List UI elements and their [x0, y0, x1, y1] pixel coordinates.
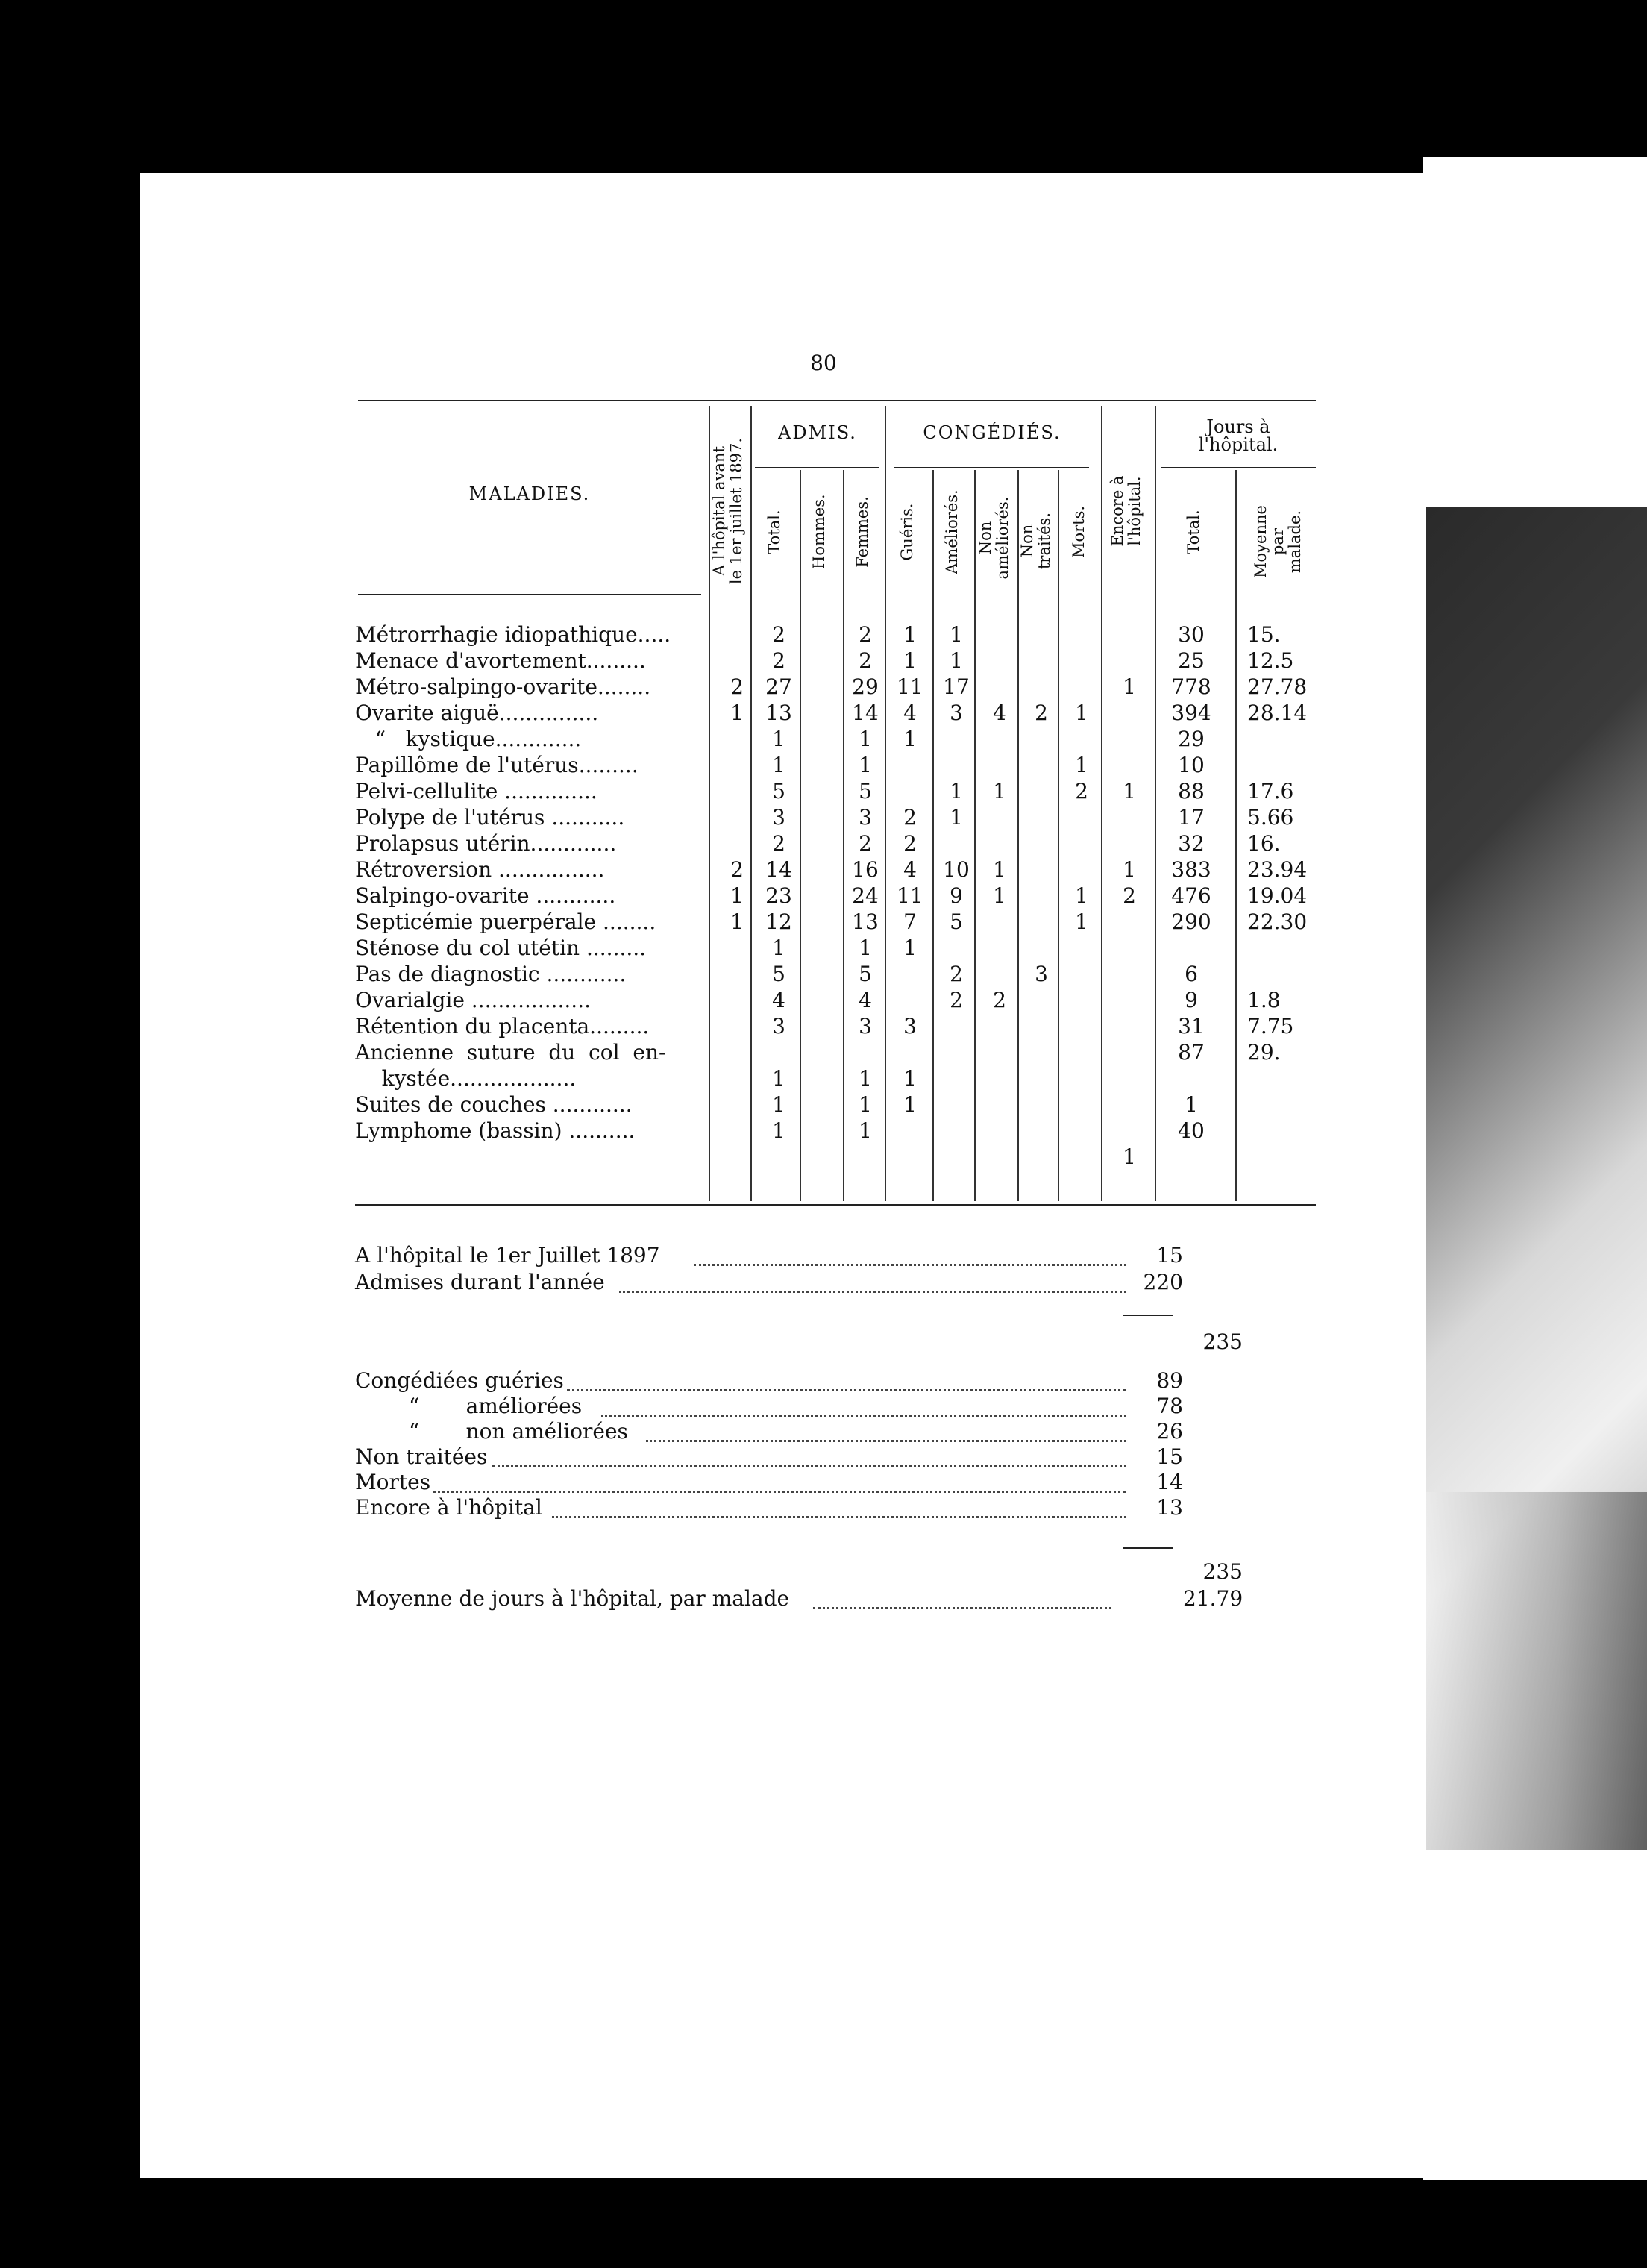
disease-name: Septicémie puerpérale ........ [355, 909, 656, 934]
leader-dots [646, 1440, 1126, 1442]
cell-ameliores: 5 [950, 909, 963, 934]
cell-gueris: 1 [903, 936, 917, 960]
cell-ameliores: 10 [943, 857, 970, 882]
table-row [355, 1066, 1325, 1091]
cell-jours: 9 [1185, 988, 1198, 1012]
sum-rule [1123, 1315, 1173, 1316]
cell-encore: 1 [1123, 779, 1136, 803]
cell-moyenne: 29. [1247, 1040, 1281, 1065]
disease-name: Salpingo-ovarite ............ [355, 883, 616, 908]
cell-encore: 1 [1123, 674, 1136, 699]
disease-name: Suites de couches ............ [355, 1092, 633, 1117]
cell-total: 14 [765, 857, 792, 882]
cell-gueris: 4 [903, 857, 917, 882]
table-row [355, 857, 1325, 883]
cell-femmes: 4 [859, 988, 872, 1012]
cell-femmes: 16 [852, 857, 879, 882]
table-top-rule [358, 400, 1316, 401]
summary-encore: Encore à l'hôpital 13 [355, 1495, 1183, 1520]
cell-gueris: 7 [903, 909, 917, 934]
cell-total: 27 [765, 674, 792, 699]
cell-gueris: 3 [903, 1014, 917, 1039]
cell-jours: 30 [1178, 622, 1205, 647]
disease-name: Pelvi-cellulite .............. [355, 779, 597, 803]
header-non-traites: Non traités. [1018, 512, 1053, 570]
leader-dots [813, 1607, 1111, 1609]
cell-jours: 290 [1171, 909, 1211, 934]
cell-jours: 25 [1178, 648, 1205, 673]
header-moyenne: Moyenne par malade. [1252, 505, 1304, 578]
cell-jours: 88 [1178, 779, 1205, 803]
cell-femmes: 2 [859, 622, 872, 647]
table-row [355, 988, 1325, 1013]
cell-ameliores: 1 [950, 622, 963, 647]
cell-total: 3 [772, 1014, 785, 1039]
cell-jours: 778 [1171, 674, 1211, 699]
cell-moyenne: 12.5 [1247, 648, 1294, 673]
header-admis-total: Total. [765, 510, 783, 554]
document-page [140, 173, 1423, 2178]
cell-femmes: 1 [859, 1118, 872, 1143]
disease-name: Sténose du col utétin ......... [355, 936, 647, 960]
cell-total: 5 [772, 779, 785, 803]
cell-femmes: 13 [852, 909, 879, 934]
cell-total: 1 [772, 727, 785, 751]
disease-name: Ovarialgie .................. [355, 988, 592, 1012]
cell-femmes: 1 [859, 936, 872, 960]
summary-mortes: Mortes 14 [355, 1470, 1183, 1494]
cell-moyenne: 27.78 [1247, 674, 1308, 699]
cell-moyenne: 7.75 [1247, 1014, 1294, 1039]
cell-femmes: 5 [859, 779, 872, 803]
cell-moyenne: 19.04 [1247, 883, 1308, 908]
disease-name: Papillôme de l'utérus......... [355, 753, 639, 777]
header-femmes: Femmes. [853, 496, 871, 568]
cell-total: 13 [765, 701, 792, 725]
cell-femmes: 3 [859, 805, 872, 830]
disease-name: Pas de diagnostic ............ [355, 962, 627, 986]
header-jours: Jours à l'hôpital. [1198, 416, 1279, 455]
disease-name: “ kystique............. [355, 727, 582, 751]
cell-avant: 2 [730, 674, 744, 699]
table-row [355, 674, 1325, 700]
cell-gueris: 11 [897, 883, 923, 908]
cell-gueris: 1 [903, 1092, 917, 1117]
cell-jours: 383 [1171, 857, 1211, 882]
cell-total: 2 [772, 648, 785, 673]
header-ameliores: Améliorés. [943, 489, 961, 574]
table-row [355, 831, 1325, 856]
cell-moyenne: 16. [1247, 831, 1281, 856]
table-row [355, 753, 1325, 778]
header-hopital-avant: A l'hôpital avant le 1er juillet 1897. [710, 437, 745, 585]
cell-femmes: 2 [859, 648, 872, 673]
summary-moyenne: Moyenne de jours à l'hôpital, par malade 21.79 [355, 1586, 1243, 1611]
cell-jours: 32 [1178, 831, 1205, 856]
disease-name: Lymphome (bassin) .......... [355, 1118, 636, 1143]
header-encore: Encore à l'hôpital. [1108, 475, 1144, 547]
cell-femmes: 1 [859, 1066, 872, 1091]
leader-dots [567, 1389, 1126, 1391]
disease-name: Rétroversion ................ [355, 857, 605, 882]
leader-dots [694, 1264, 1126, 1266]
cell-total: 1 [772, 1092, 785, 1117]
cell-avant: 1 [730, 909, 744, 934]
cell-femmes: 5 [859, 962, 872, 986]
leader-dots [492, 1465, 1126, 1467]
cell-moyenne: 22.30 [1247, 909, 1308, 934]
cell-gueris: 1 [903, 1066, 917, 1091]
cell-non-ameliores: 1 [993, 883, 1006, 908]
table-row [355, 962, 1325, 987]
summary-non-traitees: Non traitées 15 [355, 1444, 1183, 1469]
cell-gueris: 1 [903, 648, 917, 673]
cell-ameliores: 1 [950, 648, 963, 673]
cell-encore: 2 [1123, 883, 1136, 908]
cell-total: 1 [772, 936, 785, 960]
cell-non-ameliores: 1 [993, 779, 1006, 803]
cell-gueris: 2 [903, 831, 917, 856]
cell-jours: 1 [1185, 1092, 1198, 1117]
cell-jours: 10 [1178, 753, 1205, 777]
cell-total: 4 [772, 988, 785, 1012]
disease-name: Polype de l'utérus ........... [355, 805, 625, 830]
cell-ameliores: 2 [950, 962, 963, 986]
adjacent-photograph-shade [1426, 1492, 1647, 1850]
cell-jours: 6 [1185, 962, 1198, 986]
cell-moyenne: 15. [1247, 622, 1281, 647]
cell-total: 1 [772, 753, 785, 777]
cell-ameliores: 1 [950, 779, 963, 803]
cell-ameliores: 9 [950, 883, 963, 908]
disease-name: Métro-salpingo-ovarite........ [355, 674, 651, 699]
cell-morts: 1 [1075, 883, 1088, 908]
cell-jours: 394 [1171, 701, 1211, 725]
cell-moyenne: 5.66 [1247, 805, 1294, 830]
cell-ameliores: 1 [950, 805, 963, 830]
summary-non-ameliorees: “ non améliorées 26 [409, 1419, 1183, 1444]
summary-ameliorees: “ améliorées 78 [409, 1394, 1183, 1418]
cell-moyenne: 1.8 [1247, 988, 1281, 1012]
cell-moyenne: 28.14 [1247, 701, 1308, 725]
admis-rule [755, 467, 879, 468]
header-admis: ADMIS. [778, 422, 857, 443]
cell-non-ameliores: 4 [993, 701, 1006, 725]
summary-a-hopital: A l'hôpital le 1er Juillet 1897 15 [355, 1243, 1183, 1268]
cell-femmes: 1 [859, 727, 872, 751]
leader-dots [619, 1291, 1126, 1293]
cell-avant: 1 [730, 701, 744, 725]
summary-admises: Admises durant l'année 220 [355, 1270, 1183, 1294]
cell-non-traites: 2 [1035, 701, 1048, 725]
disease-name: Menace d'avortement......... [355, 648, 646, 673]
table-row [355, 622, 1325, 648]
table-row [355, 1040, 1325, 1065]
table-row [355, 909, 1325, 935]
table-row [355, 701, 1325, 726]
cell-total: 3 [772, 805, 785, 830]
table-row [355, 883, 1325, 909]
cell-gueris: 11 [897, 674, 923, 699]
cell-femmes: 1 [859, 1092, 872, 1117]
cell-non-ameliores: 2 [993, 988, 1006, 1012]
cell-femmes: 3 [859, 1014, 872, 1039]
cell-femmes: 29 [852, 674, 879, 699]
disease-name: Métrorrhagie idiopathique..... [355, 622, 671, 647]
cell-morts: 1 [1075, 753, 1088, 777]
header-conges: CONGÉDIÉS. [923, 422, 1061, 443]
table-row [355, 1144, 1325, 1170]
cell-gueris: 1 [903, 727, 917, 751]
header-gueris: Guéris. [898, 503, 916, 561]
cell-ameliores: 3 [950, 701, 963, 725]
conges-rule [894, 467, 1089, 468]
cell-total: 23 [765, 883, 792, 908]
cell-jours: 17 [1178, 805, 1205, 830]
cell-total: 2 [772, 831, 785, 856]
disease-name: Prolapsus utérin............. [355, 831, 617, 856]
cell-total: 5 [772, 962, 785, 986]
table-row [355, 1014, 1325, 1039]
header-morts: Morts. [1070, 505, 1088, 559]
table-row [355, 936, 1325, 961]
cell-avant: 1 [730, 883, 744, 908]
cell-gueris: 2 [903, 805, 917, 830]
disease-name: Ancienne suture du col en- [355, 1040, 666, 1065]
cell-femmes: 2 [859, 831, 872, 856]
cell-total: 2 [772, 622, 785, 647]
header-jours-total: Total. [1185, 510, 1202, 554]
cell-moyenne: 23.94 [1247, 857, 1308, 882]
cell-ameliores: 2 [950, 988, 963, 1012]
table-row [355, 805, 1325, 830]
page-number: 80 [810, 351, 837, 375]
cell-non-ameliores: 1 [993, 857, 1006, 882]
cell-morts: 2 [1075, 779, 1088, 803]
leader-dots [433, 1491, 1126, 1493]
cell-femmes: 24 [852, 883, 879, 908]
header-maladies: MALADIES. [468, 483, 591, 504]
cell-ameliores: 17 [943, 674, 970, 699]
cell-jours: 29 [1178, 727, 1205, 751]
summary-gueries: Congédiées guéries 89 [355, 1368, 1183, 1393]
disease-name: kystée................... [355, 1066, 577, 1091]
disease-name: Rétention du placenta......... [355, 1014, 650, 1039]
cell-morts: 1 [1075, 909, 1088, 934]
cell-femmes: 14 [852, 701, 879, 725]
cell-avant: 2 [730, 857, 744, 882]
table-row [355, 1118, 1325, 1144]
cell-encore: 1 [1123, 857, 1136, 882]
leader-dots [552, 1516, 1126, 1518]
leader-dots [601, 1415, 1126, 1417]
cell-jours: 476 [1171, 883, 1211, 908]
header-non-ameliores: Non améliorés. [976, 496, 1011, 580]
disease-name: Ovarite aiguë............... [355, 701, 599, 725]
table-row [355, 727, 1325, 752]
cell-gueris: 4 [903, 701, 917, 725]
cell-gueris: 1 [903, 622, 917, 647]
cell-femmes: 1 [859, 753, 872, 777]
cell-encore: 1 [1123, 1144, 1136, 1169]
summary-subtotal-2: 235 [1202, 1559, 1243, 1584]
cell-moyenne: 17.6 [1247, 779, 1294, 803]
summary-subtotal-1: 235 [1202, 1329, 1243, 1354]
table-head-rule [358, 594, 701, 595]
cell-morts: 1 [1075, 701, 1088, 725]
cell-total: 1 [772, 1066, 785, 1091]
cell-non-traites: 3 [1035, 962, 1048, 986]
table-row [355, 1092, 1325, 1118]
table-row [355, 648, 1325, 674]
cell-total: 1 [772, 1118, 785, 1143]
cell-jours: 40 [1178, 1118, 1205, 1143]
cell-jours: 87 [1178, 1040, 1205, 1065]
header-hommes: Hommes. [810, 494, 828, 569]
cell-total: 12 [765, 909, 792, 934]
cell-jours: 31 [1178, 1014, 1205, 1039]
table-bottom-rule [355, 1204, 1316, 1206]
jours-rule [1161, 467, 1316, 468]
sum-rule [1123, 1547, 1173, 1549]
table-row [355, 779, 1325, 804]
